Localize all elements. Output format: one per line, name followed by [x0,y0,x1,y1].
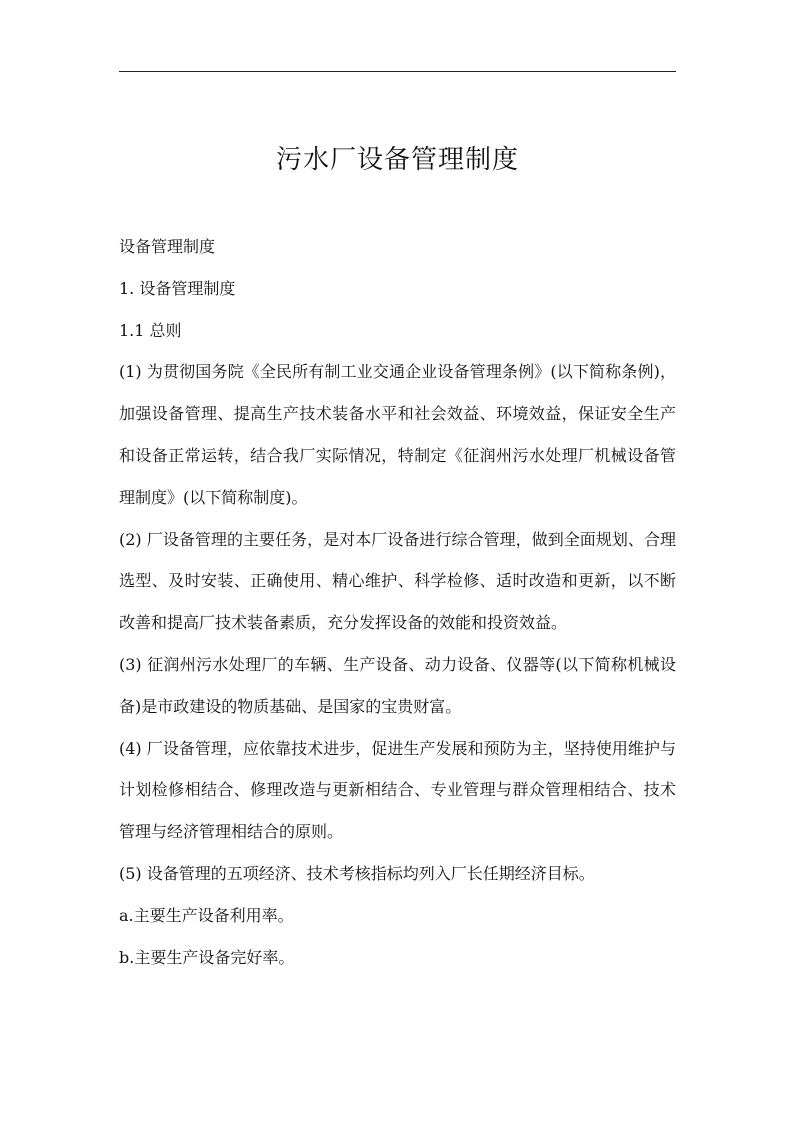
paragraph: (4) 厂设备管理，应依靠技术进步，促进生产发展和预防为主，坚持使用维护与计划检修相结合、修理改造与更新相结合、专业管理与群众管理相结合、技术管理与经济管理相结合的原则。 [119,738,676,842]
chapter-heading: 1. 设备管理制度 [119,278,236,298]
subsection-heading: 1.1 总则 [119,320,182,340]
section-heading: 设备管理制度 [119,237,216,256]
document-title: 污水厂设备管理制度 [275,145,519,175]
paragraph: (2) 厂设备管理的主要任务，是对本厂设备进行综合管理，做到全面规划、合理选型、及时安装、正确使用、精心维护、科学检修、适时改造和更新，以不断改善和提高厂技术装备素质，充分发挥设备的效能和投资效益。 [119,529,676,633]
paragraph: (5) 设备管理的五项经济、技术考核指标均列入厂长任期经济目标。 [119,863,595,883]
document-body [119,226,676,978]
list-item: a.主要生产设备利用率。 [119,905,294,925]
list-item: b.主要生产设备完好率。 [119,947,295,967]
paragraph: (3) 征润州污水处理厂的车辆、生产设备、动力设备、仪器等(以下简称机械设备)是市政建设的物质基础、是国家的宝贵财富。 [119,654,676,716]
header-rule [119,71,676,72]
paragraph: (1) 为贯彻国务院《全民所有制工业交通企业设备管理条例》(以下简称条例)，加强设备管理、提高生产技术装备水平和社会效益、环境效益，保证安全生产和设备正常运转，结合我厂实际情况，特制定《征润州污水处理厂机械设备管理制度》(以下简称制度)。 [119,362,676,507]
